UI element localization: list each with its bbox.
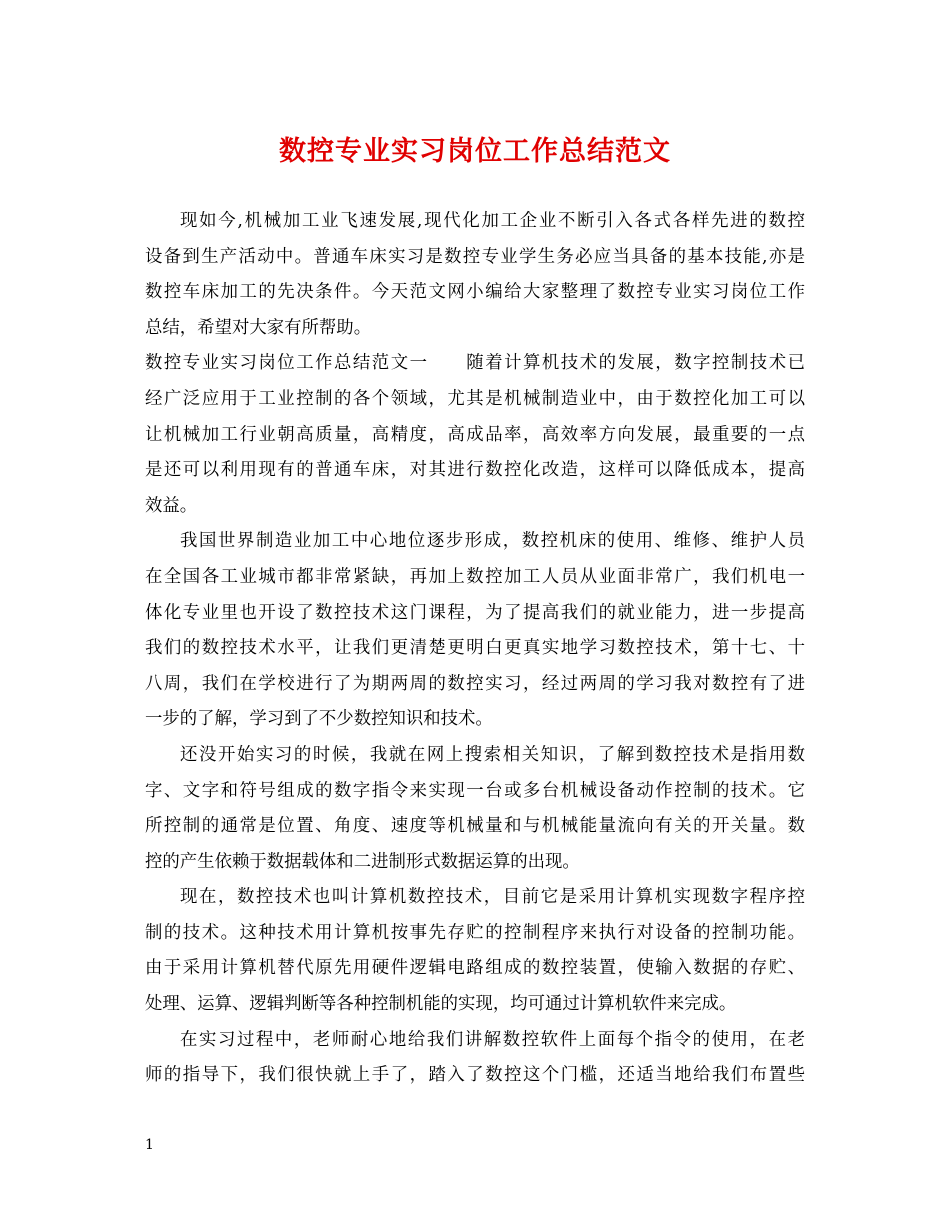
page-number: 1 bbox=[145, 1137, 154, 1153]
body-line: 是还可以利用现有的普通车床，对其进行数控化改造，这样可以降低成本，提高 bbox=[145, 460, 805, 481]
body-line: 在全国各工业城市都非常紧缺，再加上数控加工人员从业面非常广，我们机电一 bbox=[145, 566, 805, 587]
document-title: 数控专业实习岗位工作总结范文 bbox=[279, 136, 671, 167]
body-line: 控的产生依赖于数据载体和二进制形式数据运算的出现。 bbox=[145, 851, 580, 872]
body-line: 总结，希望对大家有所帮助。 bbox=[145, 317, 372, 338]
body-line: 现在，数控技术也叫计算机数控技术，目前它是采用计算机实现数字程序控 bbox=[180, 887, 805, 908]
body-line: 师的指导下，我们很快就上手了，踏入了数控这个门槛，还适当地给我们布置些 bbox=[145, 1065, 805, 1086]
body-line: 由于采用计算机替代原先用硬件逻辑电路组成的数控装置，使输入数据的存贮、 bbox=[145, 958, 805, 979]
body-line: 字、文字和符号组成的数字指令来实现一台或多台机械设备动作控制的技术。它 bbox=[145, 780, 805, 801]
body-line: 处理、运算、逻辑判断等各种控制机能的实现，均可通过计算机软件来完成。 bbox=[145, 994, 737, 1015]
body-line: 让机械加工行业朝高质量，高精度，高成品率，高效率方向发展，最重要的一点 bbox=[145, 424, 805, 445]
body-line: 还没开始实习的时候，我就在网上搜索相关知识，了解到数控技术是指用数 bbox=[180, 744, 805, 765]
body-line: 经广泛应用于工业控制的各个领域，尤其是机械制造业中，由于数控化加工可以 bbox=[145, 388, 805, 409]
body-line: 效益。 bbox=[145, 495, 198, 516]
body-line: 在实习过程中，老师耐心地给我们讲解数控软件上面每个指令的使用，在老 bbox=[180, 1029, 805, 1050]
body-line: 现如今,机械加工业飞速发展,现代化加工企业不断引入各式各样先进的数控 bbox=[180, 211, 805, 231]
body-line: 数控车床加工的先决条件。今天范文网小编给大家整理了数控专业实习岗位工作 bbox=[145, 282, 805, 303]
body-line: 一步的了解，学习到了不少数控知识和技术。 bbox=[145, 709, 493, 730]
body-line: 设备到生产活动中。普通车床实习是数控专业学生务必应当具备的基本技能,亦是 bbox=[145, 246, 805, 267]
body-line: 数控专业实习岗位工作总结范文一 随着计算机技术的发展，数字控制技术已 bbox=[145, 353, 805, 374]
body-line: 八周，我们在学校进行了为期两周的数控实习，经过两周的学习我对数控有了进 bbox=[145, 673, 805, 694]
body-line: 所控制的通常是位置、角度、速度等机械量和与机械能量流向有关的开关量。数 bbox=[145, 816, 805, 837]
body-line: 我国世界制造业加工中心地位逐步形成，数控机床的使用、维修、维护人员 bbox=[180, 531, 805, 552]
body-line: 体化专业里也开设了数控技术这门课程，为了提高我们的就业能力，进一步提高 bbox=[145, 602, 805, 623]
body-line: 我们的数控技术水平，让我们更清楚更明白更真实地学习数控技术，第十七、十 bbox=[145, 638, 805, 659]
body-line: 制的技术。这种技术用计算机按事先存贮的控制程序来执行对设备的控制功能。 bbox=[145, 922, 805, 943]
document-body bbox=[145, 204, 805, 1094]
